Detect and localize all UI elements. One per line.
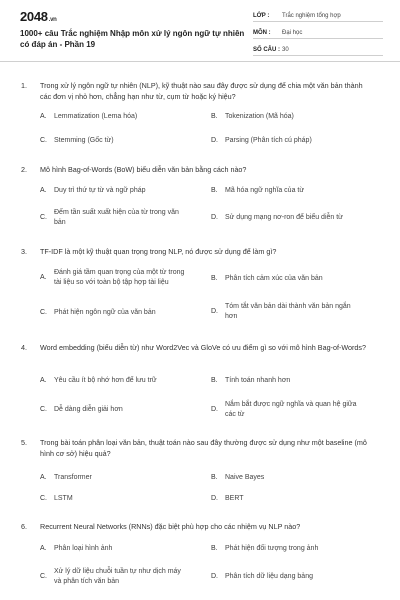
option-text: BERT [225,495,244,502]
option-text: Phát hiện đối tượng trong ảnh [225,545,319,552]
option-text: Phát hiện ngôn ngữ của văn bản [54,309,156,316]
question-text: Recurrent Neural Networks (RNNs) đặc biệt phù hợp cho các nhiệm vụ NLP nào? [40,522,301,531]
option-text: Phân tích dữ liệu dạng bảng [225,573,313,580]
meta-label: SỐ CÂU : [253,47,280,53]
option-a[interactable] [40,544,189,554]
option-letter: B. [211,275,218,282]
logo-main: 2048 [20,9,48,24]
option-b[interactable] [211,473,360,483]
option-d[interactable] [211,400,360,420]
option-letter: C. [40,573,47,580]
document-title: 1000+ câu Trắc nghiệm Nhập môn xử lý ngôn ngữ tự nhiên có đáp án - Phần 19 [20,29,245,49]
meta-row-subject [253,24,383,39]
option-text: Sử dụng mạng nơ-ron để biểu diễn từ [225,214,343,221]
option-letter: C. [40,214,47,221]
option-b[interactable] [211,544,360,554]
option-text: Tóm tắt văn bản dài thành văn bản ngắn hơn [225,303,351,320]
option-d[interactable] [211,213,360,223]
option-c[interactable] [40,567,189,587]
option-letter: A. [40,545,47,552]
option-letter: A. [40,377,47,384]
option-d[interactable] [211,572,360,582]
option-c[interactable] [40,405,189,415]
option-letter: B. [211,545,218,552]
option-text: Xử lý dữ liệu chuỗi tuần tự như dịch máy và phân tích văn bản [54,568,181,585]
question-text: Word embedding (biểu diễn từ) như Word2Vec và GloVe có ưu điểm gì so với mô hình Bag-of-Words? [40,343,366,352]
option-text: Yêu cầu ít bộ nhớ hơn để lưu trữ [54,377,157,384]
option-letter: C. [40,495,47,502]
option-letter: C. [40,137,47,144]
option-text: Duy trì thứ tự từ và ngữ pháp [54,187,146,194]
option-letter: B. [211,474,218,481]
option-letter: D. [211,573,218,580]
option-c[interactable] [40,308,189,318]
question-number: 1. [21,81,27,90]
meta-info [253,7,383,58]
option-letter: B. [211,113,218,120]
option-c[interactable] [40,494,189,504]
option-a[interactable] [40,268,189,288]
option-b[interactable] [211,112,360,122]
option-d[interactable] [211,494,360,504]
option-text: Transformer [54,474,92,481]
option-letter: A. [40,113,47,120]
option-text: Stemming (Gốc từ) [54,137,114,144]
option-text: Đếm tần suất xuất hiện của từ trong văn bản [54,209,179,226]
question-text: Trong xử lý ngôn ngữ tự nhiên (NLP), kỹ thuật nào sau đây được sử dụng để chia một văn bản thành các đơn vị nhỏ hơn, chẳng hạn như từ, cụm từ hoặc ký hiệu? [40,81,363,101]
question-number: 4. [21,343,27,352]
question-number: 5. [21,438,27,447]
option-d[interactable] [211,302,360,322]
option-text: Tokenization (Mã hóa) [225,113,294,120]
option-letter: C. [40,309,47,316]
option-b[interactable] [211,186,360,196]
option-text: Lemmatization (Lema hóa) [54,113,138,120]
option-text: Parsing (Phân tích cú pháp) [225,137,312,144]
meta-value: 30 [282,47,289,53]
page-header [0,0,400,62]
option-a[interactable] [40,473,189,483]
option-text: LSTM [54,495,73,502]
option-text: Naive Bayes [225,474,265,481]
option-a[interactable] [40,112,189,122]
question-number: 3. [21,247,27,256]
option-d[interactable] [211,136,360,146]
option-b[interactable] [211,274,360,284]
option-letter: D. [211,137,218,144]
option-letter: B. [211,187,218,194]
option-text: Dễ dàng diễn giải hơn [54,406,123,413]
meta-value: Đại học [282,30,303,36]
option-letter: C. [40,406,47,413]
site-logo[interactable] [20,9,57,24]
question-text: TF-IDF là một kỹ thuật quan trọng trong NLP, nó được sử dụng để làm gì? [40,247,277,256]
meta-label: LỚP : [253,13,270,19]
option-letter: A. [40,187,47,194]
option-b[interactable] [211,376,360,386]
question-text: Mô hình Bag-of-Words (BoW) biểu diễn văn bản bằng cách nào? [40,165,247,174]
option-letter: D. [211,406,218,413]
option-text: Nắm bắt được ngữ nghĩa và quan hệ giữa các từ [225,401,357,418]
option-letter: D. [211,495,218,502]
option-letter: B. [211,377,218,384]
meta-row-count [253,41,383,56]
option-letter: A. [40,474,47,481]
option-text: Phân tích cảm xúc của văn bản [225,275,323,282]
logo-suffix: .vn [48,17,57,23]
option-text: Mã hóa ngữ nghĩa của từ [225,187,305,194]
meta-value: Trắc nghiệm tổng hợp [282,13,341,19]
option-c[interactable] [40,208,189,228]
option-a[interactable] [40,186,189,196]
meta-label: MÔN : [253,30,271,36]
option-text: Phân loại hình ảnh [54,545,113,552]
question-number: 6. [21,522,27,531]
option-letter: D. [211,214,218,221]
question-text: Trong bài toán phân loại văn bản, thuật toán nào sau đây thường được sử dụng như một baseline (mô hình cơ sở) hiệu quả? [40,438,367,458]
meta-row-class [253,7,383,22]
option-text: Tính toán nhanh hơn [225,377,291,384]
option-c[interactable] [40,136,189,146]
option-a[interactable] [40,376,189,386]
option-letter: D. [211,308,218,315]
option-text: Đánh giá tầm quan trọng của một từ trong tài liệu so với toàn bộ tập hợp tài liệu [54,269,185,286]
question-number: 2. [21,165,27,174]
option-letter: A. [40,274,47,281]
